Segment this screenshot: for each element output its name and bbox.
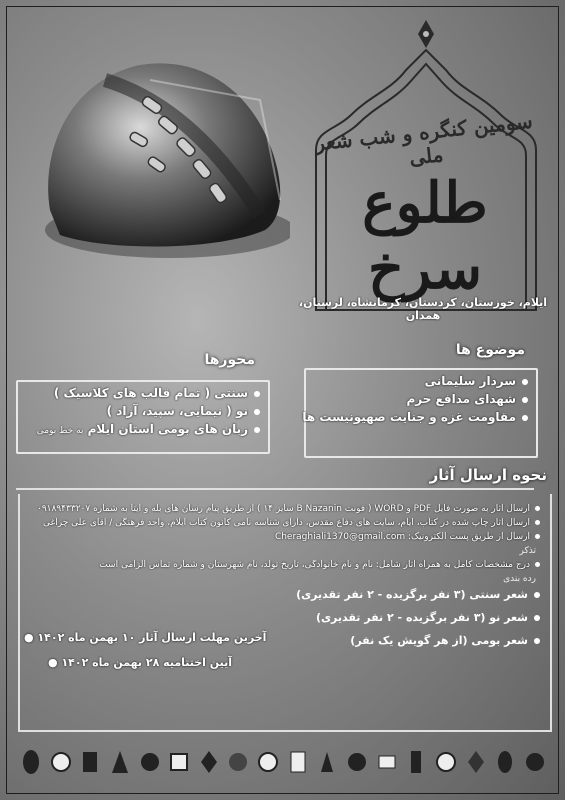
axes-heading: محورها: [204, 352, 255, 368]
axes-box: [16, 380, 270, 454]
ceremony-text: آیین اختتامیه ۲۸ بهمن ماه ۱۴۰۲ ●: [48, 656, 233, 669]
divider: [16, 488, 534, 490]
axis-item: سنتی ( تمام قالب های کلاسیک ): [26, 386, 260, 400]
logo-icon: [435, 747, 457, 777]
category-item: شعر سنتی (۳ نفر برگزیده - ۲ نفر تقدیری): [30, 588, 540, 601]
logo-icon: [109, 747, 131, 777]
festival-subtitle: سومین کنگره و شب شعر ملی: [313, 108, 534, 170]
theme-item: سردار سلیمانی: [314, 374, 528, 388]
logo-icon: [494, 747, 516, 777]
logo-icon: [316, 747, 338, 777]
deadline-text: آخرین مهلت ارسال آثار ۱۰ بهمن ماه ۱۴۰۲ ●: [24, 631, 267, 644]
theme-item: مقاومت غزه و جنایت صهیونیست ها: [314, 410, 528, 424]
logo-icon: [20, 747, 42, 777]
logo-icon: [79, 747, 101, 777]
submission-box: [18, 494, 552, 732]
axis-item: نو ( نیمایی، سپید، آزاد ): [26, 404, 260, 418]
category-item: شعر نو (۳ نفر برگزیده - ۲ نفر تقدیری): [30, 611, 540, 624]
themes-heading: موضوع ها: [455, 342, 525, 358]
logo-icon: [405, 747, 427, 777]
submission-heading: نحوه ارسال آثار: [429, 466, 547, 484]
logo-icon: [198, 747, 220, 777]
axis-item: زبان های بومی استان ایلام به خط بومی: [26, 422, 260, 436]
submission-item: ارسال آثار چاپ شده در کتاب، ایام، سایت های دفاع مقدس، دارای شناسه نامی کانون کتاب ایلام، واحد فرهنگی / آقای علی چراغی: [30, 518, 540, 528]
themes-box: [304, 368, 538, 458]
sponsor-logos: [20, 742, 546, 782]
helmet-illustration: [30, 40, 290, 270]
submission-item: ارسال از طریق پست الکترونیک: Cheraghiali1370@gmail.com: [30, 532, 540, 542]
category-heading: رده بندی: [503, 574, 536, 584]
logo-icon: [227, 747, 249, 777]
logo-icon: [139, 747, 161, 777]
logo-icon: [50, 747, 72, 777]
category-item: شعر بومی (از هر گویش یک نفر): [30, 634, 540, 647]
theme-item: شهدای مدافع حرم: [314, 392, 528, 406]
submission-item: درج مشخصات کامل به همراه آثار شامل: نام و نام خانوادگی، تاریخ تولد، نام شهرستان و شماره تماس الزامی است: [30, 560, 540, 570]
festival-title: طلوع سرخ: [362, 170, 488, 302]
submission-item: ارسال آثار به صورت فایل PDF و WORD ( فونت B Nazanin سایز ۱۴ ) از طریق پیام رسان های بله و ایتا به شماره ۰۹۱۸۹۴۳۳۲۰۷: [30, 504, 540, 514]
logo-icon: [376, 747, 398, 777]
logo-icon: [524, 747, 546, 777]
logo-icon: [257, 747, 279, 777]
note-heading: تذکر: [519, 546, 536, 556]
logo-icon: [168, 747, 190, 777]
logo-icon: [346, 747, 368, 777]
logo-icon: [465, 747, 487, 777]
logo-icon: [287, 747, 309, 777]
provinces-text: ایلام، خوزستان، کردستان، کرمانشاه، لرستان، همدان: [298, 296, 548, 322]
